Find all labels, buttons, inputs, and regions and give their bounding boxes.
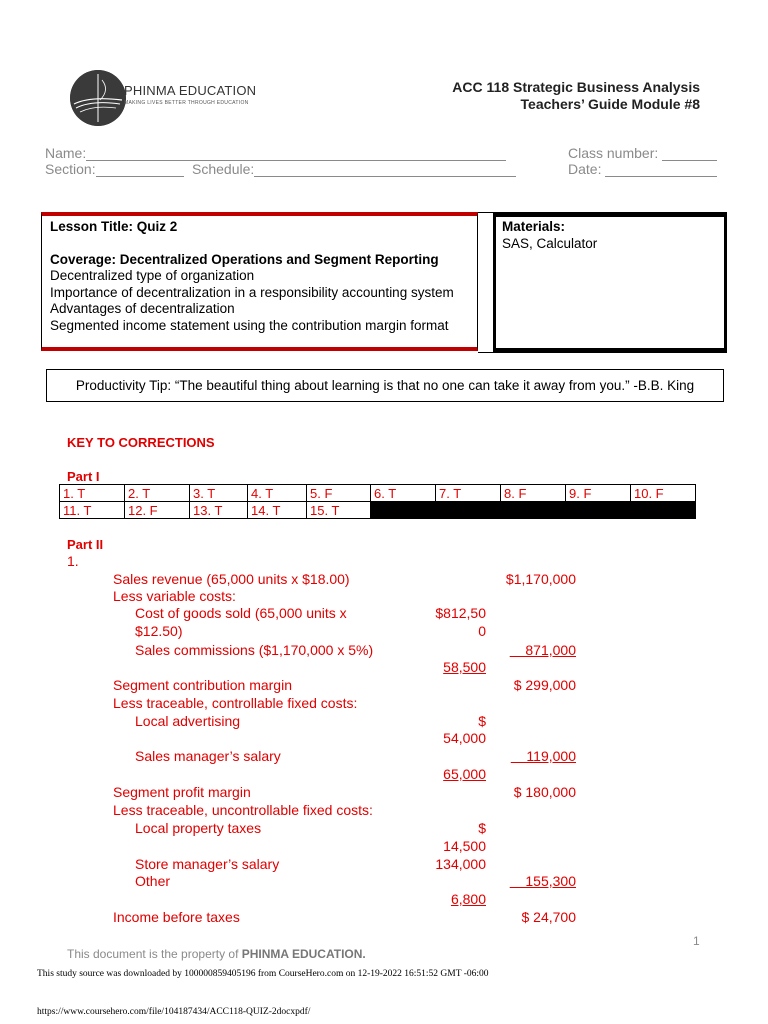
statement-amount: 14,500 xyxy=(443,838,486,854)
statement-label: Sales revenue (65,000 units x $18.00) xyxy=(113,571,350,587)
section-label: Section: xyxy=(45,161,96,177)
name-line xyxy=(86,146,506,161)
statement-label: Less variable costs: xyxy=(113,588,236,604)
statement-total: $1,170,000 xyxy=(505,571,576,587)
answer-cell: 1. T xyxy=(60,485,125,502)
statement-label: Sales manager’s salary xyxy=(135,748,281,764)
date-label: Date: xyxy=(568,161,602,177)
statement-label: Other xyxy=(135,873,171,889)
statement-total: $ 299,000 xyxy=(513,677,576,693)
statement-amount: 54,000 xyxy=(443,730,486,746)
schedule-line xyxy=(254,162,516,177)
statement-amount: 0 xyxy=(478,623,486,639)
item-number: 1. xyxy=(67,553,79,569)
statement-label: Less traceable, uncontrollable fixed costs: xyxy=(113,802,373,818)
statement-amount: $ xyxy=(478,713,486,729)
statement-label: Cost of goods sold (65,000 units x xyxy=(135,605,347,621)
statement-label: Store manager’s salary xyxy=(135,856,280,872)
lesson-coverage: Coverage: Decentralized Operations and Segment Reporting xyxy=(50,251,439,267)
statement-total xyxy=(470,748,576,764)
statement-total: $ 24,700 xyxy=(521,909,576,925)
source-url-link[interactable]: https://www.coursehero.com/file/104187434/ACC118-QUIZ-2docxpdf/ xyxy=(37,1007,311,1017)
lesson-topic: Importance of decentralization in a responsibility accounting system xyxy=(50,284,454,300)
answer-cell: 2. T xyxy=(125,485,190,502)
blank-cell xyxy=(501,502,566,519)
name-field xyxy=(45,145,506,161)
productivity-tip: Productivity Tip: “The beautiful thing about learning is that no one can take it away from you.” -B.B. King xyxy=(46,369,724,402)
part1-heading: Part I xyxy=(67,469,100,484)
class-number-line xyxy=(662,146,717,161)
statement-total xyxy=(470,642,576,658)
lesson-box xyxy=(41,212,478,351)
table-row xyxy=(60,502,696,519)
lesson-title: Lesson Title: Quiz 2 xyxy=(50,219,178,234)
statement-total: $ 180,000 xyxy=(513,784,576,800)
statement-amount: 134,000 xyxy=(435,856,486,872)
property-owner: PHINMA EDUCATION. xyxy=(241,947,366,961)
key-heading: KEY TO CORRECTIONS xyxy=(67,435,215,450)
answer-cell: 5. F xyxy=(307,485,371,502)
statement-label: Segment profit margin xyxy=(113,784,251,800)
download-source-note: This study source was downloaded by 100000859405196 from CourseHero.com on 12-19-2022 16:51:52 GMT -06:00 xyxy=(37,969,489,979)
statement-label: Local advertising xyxy=(135,713,241,729)
statement-amount: $ xyxy=(478,820,486,836)
class-number-field xyxy=(568,145,717,161)
statement-total-value: 871,000 xyxy=(525,642,576,658)
answer-cell: 4. T xyxy=(248,485,307,502)
blank-cell xyxy=(371,502,436,519)
property-prefix: This document is the property of xyxy=(67,947,242,961)
materials-items: SAS, Calculator xyxy=(502,235,598,251)
lesson-topic: Decentralized type of organization xyxy=(50,268,255,283)
blank-cell xyxy=(566,502,631,519)
answer-cell: 12. F xyxy=(125,502,190,519)
class-number-label: Class number: xyxy=(568,145,659,161)
logo-brand: PHINMA EDUCATION xyxy=(124,83,257,98)
statement-amount: 58,500 xyxy=(443,659,486,675)
logo-tagline: MAKING LIVES BETTER THROUGH EDUCATION xyxy=(124,100,249,106)
phinma-logo-icon xyxy=(70,70,126,126)
statement-label: Segment contribution margin xyxy=(113,677,292,693)
blank-cell xyxy=(436,502,501,519)
date-line xyxy=(605,162,717,177)
section-field xyxy=(45,161,184,177)
blank-cell xyxy=(631,502,696,519)
page-number: 1 xyxy=(693,934,700,948)
statement-total-value: 119,000 xyxy=(526,748,576,764)
statement-amount: $812,50 xyxy=(435,605,486,621)
answer-cell: 15. T xyxy=(307,502,371,519)
lesson-topic: Advantages of decentralization xyxy=(50,301,235,316)
statement-label: Sales commissions ($1,170,000 x 5%) xyxy=(135,642,374,658)
lesson-topic: Segmented income statement using the contribution margin format xyxy=(50,317,449,333)
materials-box xyxy=(493,212,727,353)
property-notice xyxy=(67,947,366,961)
answer-cell: 10. F xyxy=(631,485,696,502)
statement-label: Local property taxes xyxy=(135,820,262,836)
statement-amount: 6,800 xyxy=(450,891,486,907)
statement-label: $12.50) xyxy=(135,623,183,639)
answer-cell: 6. T xyxy=(371,485,436,502)
schedule-field xyxy=(192,161,516,177)
statement-total-value: 155,300 xyxy=(525,873,576,889)
answer-cell: 14. T xyxy=(248,502,307,519)
answer-cell: 7. T xyxy=(436,485,501,502)
materials-label: Materials: xyxy=(502,219,566,234)
statement-amount: 65,000 xyxy=(443,766,486,782)
answer-cell: 9. F xyxy=(566,485,631,502)
name-label: Name: xyxy=(45,145,87,161)
box-divider xyxy=(478,212,493,353)
answer-cell: 11. T xyxy=(60,502,125,519)
answer-cell: 13. T xyxy=(190,502,248,519)
statement-label: Income before taxes xyxy=(113,909,240,925)
statement-total xyxy=(470,873,576,889)
table-row xyxy=(60,485,696,502)
module-title: Teachers’ Guide Module #8 xyxy=(520,96,700,112)
statement-label: Less traceable, controllable fixed costs: xyxy=(113,695,358,711)
answer-cell: 3. T xyxy=(190,485,248,502)
schedule-label: Schedule: xyxy=(192,161,255,177)
part1-answer-table xyxy=(59,484,696,519)
part2-heading: Part II xyxy=(67,537,104,552)
answer-cell: 8. F xyxy=(501,485,566,502)
date-field xyxy=(568,161,717,177)
course-title: ACC 118 Strategic Business Analysis xyxy=(452,79,700,95)
section-line xyxy=(96,162,184,177)
